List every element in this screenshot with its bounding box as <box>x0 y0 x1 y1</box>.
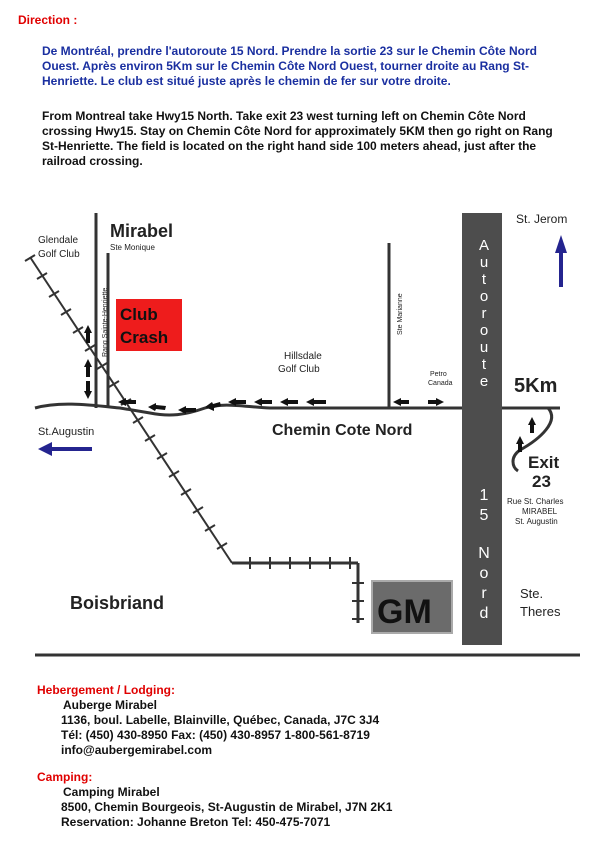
arrow-1 <box>428 398 444 406</box>
nord-letter: o <box>479 565 489 582</box>
nord-letter: 1 <box>479 487 489 504</box>
lodging-email[interactable]: info@aubergemirabel.com <box>61 743 213 757</box>
arrow-12 <box>84 359 92 377</box>
lodging-title: Hebergement / Lodging: <box>37 683 175 697</box>
arrow-north-st-jerom <box>555 235 567 287</box>
label-distance: 5Km <box>514 375 558 397</box>
label-boisbriand: Boisbriand <box>70 593 165 613</box>
label-club-crash-2: Crash <box>120 328 169 347</box>
arrow-7 <box>205 402 221 411</box>
nord-letter: N <box>478 545 490 562</box>
road-chemin-cote-nord <box>35 404 490 415</box>
label-exit: Exit <box>528 453 560 472</box>
lodging-name: Auberge Mirabel <box>63 698 158 712</box>
nord-letter: 5 <box>479 507 489 524</box>
autoroute-letter: t <box>481 271 487 288</box>
label-ste-monique: Ste Monique <box>110 243 155 252</box>
label-st-jerom: St. Jerom <box>516 212 568 226</box>
lodging-section <box>37 683 379 758</box>
label-exit-number: 23 <box>532 472 551 491</box>
label-glendale-1: Glendale <box>38 235 79 246</box>
camping-title: Camping: <box>37 770 93 784</box>
arrow-5 <box>254 398 272 406</box>
lodging-address: 1136, boul. Labelle, Blainville, Québec, Canada, J7C 3J4 <box>61 713 380 727</box>
label-gm: GM <box>377 593 432 631</box>
label-ste-theres-1: Ste. <box>520 586 544 601</box>
label-exit-note-1: Rue St. Charles <box>507 497 564 506</box>
autoroute-letter: A <box>478 237 490 254</box>
arrow-15 <box>528 417 536 433</box>
nord-letter: d <box>479 605 489 622</box>
directions-map <box>0 195 595 665</box>
directions-english: From Montreal take Hwy15 North. Take exit 23 west turning left on Chemin Côte Nord crossing Hwy15. Stay on Chemin Côte Nord for approximately 5KM then go right on Rang St-Henriette. The field is located on the right hand side 100 meters ahead, just after the railroad crossing. <box>42 109 553 168</box>
nord-letter: r <box>481 585 487 602</box>
arrow-9 <box>148 403 166 411</box>
arrow-11 <box>84 381 92 399</box>
arrow-4 <box>280 398 298 406</box>
arrow-2 <box>393 398 409 406</box>
label-exit-note-3: St. Augustin <box>515 517 558 526</box>
camping-address: 8500, Chemin Bourgeois, St-Augustin de Mirabel, J7N 2K1 <box>61 800 393 814</box>
directions-french: De Montréal, prendre l'autoroute 15 Nord. Prendre la sortie 23 sur le Chemin Côte Nord Ouest. Après environ 5Km sur le Chemin Côte Nord Ouest, tourner droite au Rang St-Henriette. Le club est situé juste après le chemin de fer sur votre droite. <box>42 44 537 88</box>
label-mirabel: Mirabel <box>110 221 174 241</box>
autoroute-letter: t <box>481 356 487 373</box>
autoroute-letter: u <box>479 339 489 356</box>
label-exit-note-2: MIRABEL <box>522 507 558 516</box>
direction-heading: Direction : <box>18 13 78 27</box>
arrow-west-st-augustin <box>38 442 92 456</box>
autoroute-letter: o <box>479 322 489 339</box>
label-st-augustin: St.Augustin <box>38 426 95 438</box>
arrow-3 <box>306 398 326 406</box>
camping-section <box>37 770 392 830</box>
label-ste-theres-2: Theres <box>520 604 561 619</box>
label-petro-2: Canada <box>428 380 453 387</box>
camping-reservation: Reservation: Johanne Breton Tel: 450-475-7071 <box>61 815 331 829</box>
camping-name: Camping Mirabel <box>63 785 160 799</box>
label-chemin-cote-nord: Chemin Cote Nord <box>272 422 413 439</box>
label-glendale-2: Golf Club <box>38 249 80 260</box>
label-club-crash-1: Club <box>120 305 158 324</box>
autoroute-letter: o <box>479 288 489 305</box>
label-ste-marianne: Ste Marianne <box>397 293 404 335</box>
autoroute-letter: e <box>479 373 489 390</box>
label-hillsdale-1: Hillsdale <box>284 351 322 362</box>
lodging-phone: Tél: (450) 430-8950 Fax: (450) 430-8957 1-800-561-8719 <box>61 728 370 742</box>
autoroute-letter: u <box>479 254 489 271</box>
label-hillsdale-2: Golf Club <box>278 364 320 375</box>
label-petro-1: Petro <box>430 371 447 378</box>
label-rang-st-henriette: Rang Sainte-Henriette <box>102 287 109 357</box>
boisbriand-ties <box>250 557 364 619</box>
autoroute-letter: r <box>481 305 487 322</box>
